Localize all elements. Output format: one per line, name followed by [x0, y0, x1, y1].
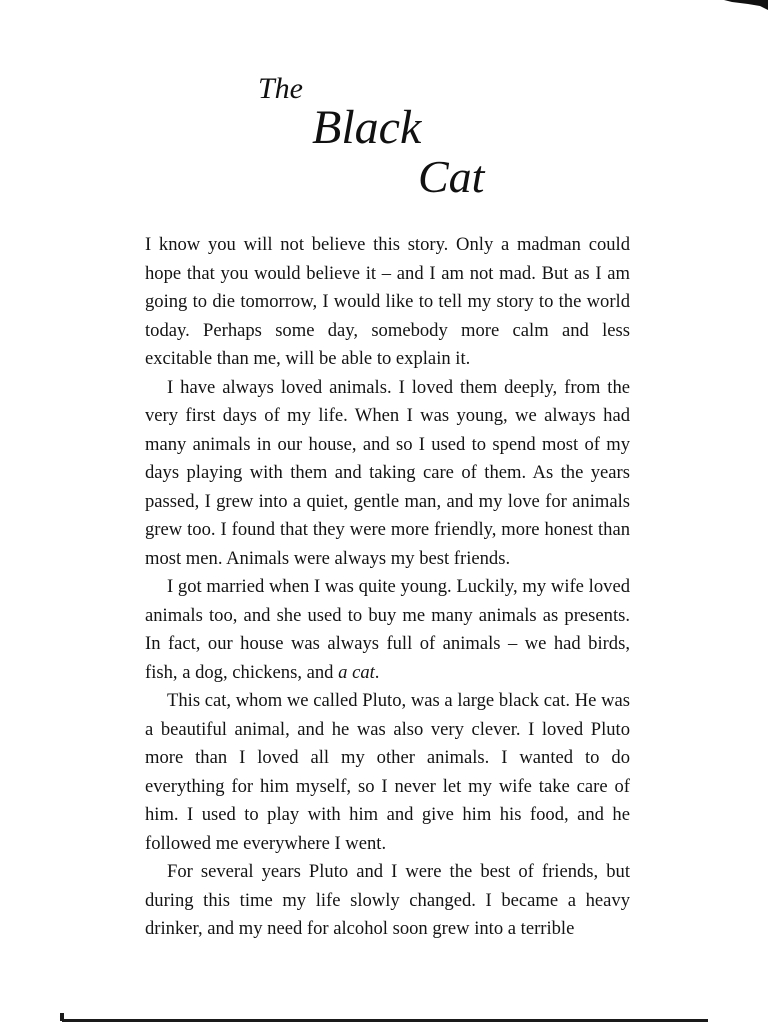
story-body: [145, 231, 630, 944]
paragraph: For several years Pluto and I were the best of friends, but during this time my life slowly changed. I became a heavy drinker, and my need for alcohol soon grew into a terrible: [145, 861, 630, 939]
title-cat: Cat: [418, 151, 485, 202]
title-black: Black: [312, 101, 422, 154]
title-the: The: [258, 72, 303, 105]
paragraph: [145, 573, 630, 687]
paragraph: I know you will not believe this story. Only a madman could hope that you would believe it – and I am not mad. But as I am going to die tomorrow, I would like to tell my story to the world today. Perhaps some day, somebody more calm and less excitable than me, will be able to explain it.: [145, 234, 630, 369]
emphasized-text: a cat: [338, 661, 375, 683]
paragraph-text: I got married when I was quite young. Luckily, my wife loved animals too, and she used to buy me many animals as presents. In fact, our house was always full of animals – we had birds, fish, a dog, chickens, and: [145, 576, 630, 683]
page-bottom-rule: [62, 1019, 708, 1022]
paragraph: I have always loved animals. I loved them deeply, from the very first days of my life. When I was young, we always had many animals in our house, and so I used to spend most of my days playing with them and taking care of them. As the years passed, I grew into a quiet, gentle man, and my love for animals grew too. I found that they were more friendly, more honest than most men. Animals were always my best friends.: [145, 376, 630, 569]
paragraph-tail: .: [374, 661, 380, 683]
paragraph: This cat, whom we called Pluto, was a large black cat. He was a beautiful animal, and he was also very clever. I loved Pluto more than I loved all my other animals. I wanted to do everything for him myself, so I never let my wife take care of him. I used to play with him and give him his food, and he followed me everywhere I went.: [145, 690, 630, 854]
page-corner-mark: [724, 0, 768, 12]
